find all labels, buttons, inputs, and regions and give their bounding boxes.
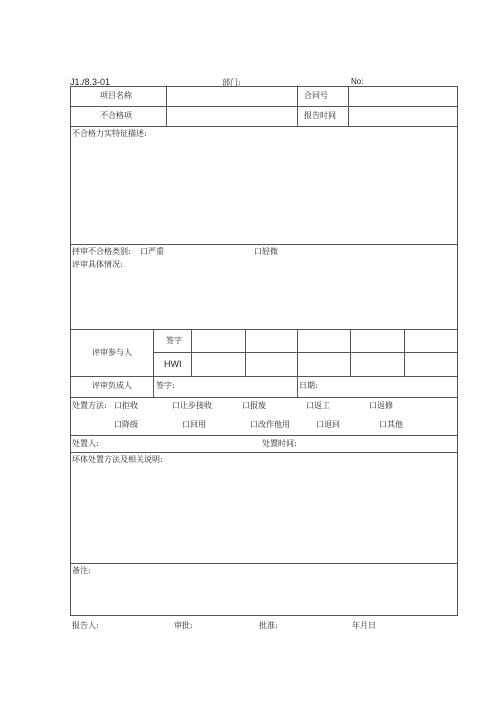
department-label: 部门: <box>222 78 241 87</box>
row-divider <box>153 352 458 353</box>
row-divider <box>70 329 458 330</box>
report-time-label: 报告时间 <box>304 111 336 120</box>
row-divider <box>70 397 458 398</box>
serious-option: 口严重 <box>140 247 164 256</box>
handler-label: 处置人: <box>72 439 99 448</box>
followup-label: 坏体处置方法及相关说明: <box>72 455 163 464</box>
disposal-time-label: 处置时间: <box>262 439 297 448</box>
date-label: 日期: <box>299 381 318 390</box>
row-divider <box>70 452 458 453</box>
signature-label: 签字 <box>166 336 182 345</box>
row-divider <box>70 106 458 107</box>
minor-option: 口轻微 <box>254 247 278 256</box>
option-return: 口退回 <box>316 420 340 429</box>
nonconformity-label: 不合格项 <box>100 111 132 120</box>
option-reuse: 口回用 <box>182 420 206 429</box>
option-concession: 口让步接收 <box>172 401 212 410</box>
option-repurpose: 口改作他用 <box>250 420 290 429</box>
disposal-method-label: 处置方法: <box>72 401 107 410</box>
row-divider <box>70 126 458 127</box>
col-divider <box>166 86 167 126</box>
review-details-label: 评审具体情况: <box>72 260 123 269</box>
number-label: No: <box>351 77 364 86</box>
signature-colon-label: 签字: <box>156 381 175 390</box>
doc-code: J1./8.3-01 <box>70 77 111 87</box>
col-divider <box>153 329 154 397</box>
footer-date-label: 年月日 <box>352 621 376 630</box>
review-label: 审批: <box>174 621 193 630</box>
row-divider <box>70 563 458 564</box>
project-name-label: 项目名称 <box>100 91 132 100</box>
review-participants-label: 评审参与人 <box>92 348 132 357</box>
col-divider <box>297 86 298 126</box>
approval-label: 批准: <box>259 621 278 630</box>
remarks-label: 备注: <box>72 566 91 575</box>
contract-no-label: 合同号 <box>304 91 328 100</box>
option-downgrade: 口降级 <box>114 420 138 429</box>
hwi-label: HWI <box>164 359 182 369</box>
option-rework: 口返工 <box>306 401 330 410</box>
row-divider <box>70 376 458 377</box>
review-category-label: 抨审不合格类别: <box>72 247 131 256</box>
col-divider <box>297 329 298 397</box>
option-scrap: 口报废 <box>242 401 266 410</box>
row-divider <box>70 244 458 245</box>
description-label: 不合格力实特征描述: <box>72 129 147 138</box>
row-divider <box>70 435 458 436</box>
col-divider <box>348 86 349 126</box>
option-repair: 口返修 <box>369 401 393 410</box>
option-reject: 口拒收 <box>114 401 138 410</box>
option-other: 口其他 <box>379 420 403 429</box>
review-lead-label: 评审负成人 <box>92 381 132 390</box>
reporter-label: 报告人: <box>72 621 99 630</box>
